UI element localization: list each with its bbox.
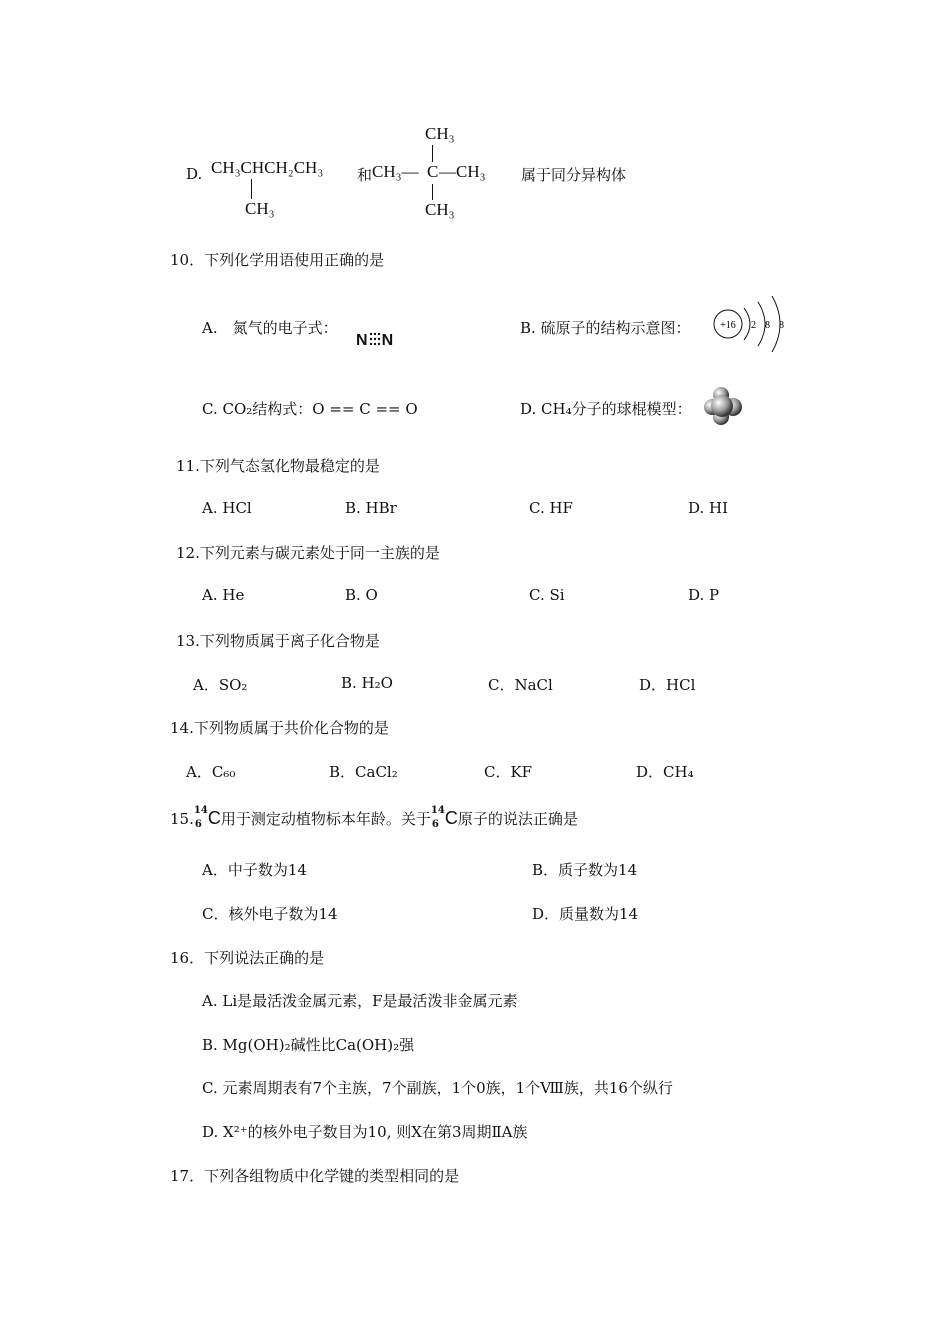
q12-option-d: D. P [688,586,720,604]
q13-option-d: D．HCl [639,676,696,694]
q14-option-a: A．C₆₀ [186,763,236,781]
nitrogen-electron-formula [356,331,393,350]
q13-option-a: A．SO₂ [193,676,248,694]
q11-stem: 11.下列气态氢化物最稳定的是 [176,457,380,475]
nitrogen-atom-right: N [381,332,394,349]
q10-option-d: D. CH₄分子的球棍模型： [520,400,692,418]
q13-option-c: C．NaCl [488,676,553,694]
carbon-symbol-2: C [444,808,458,828]
q13-option-b: B. H₂O [341,674,393,692]
q16-option-c: C. 元素周期表有7个主族，7个副族，1个0族，1个Ⅷ族，共16个纵行 [202,1079,673,1097]
q12-option-b: B. O [345,586,378,604]
carbon14-nuclide-2: 14 6 [430,805,445,830]
carbon-symbol: C [207,808,221,828]
electron-shell-2 [758,302,765,346]
q15-option-a: A．中子数为14 [202,861,307,879]
q10-stem: 10．下列化学用语使用正确的是 [170,251,385,269]
triple-bond-dots [368,331,382,347]
q15-option-d: D．质量数为14 [532,905,639,923]
q15-text-2: 原子的说法正确是 [457,810,578,828]
nitrogen-atom-left: N [356,332,368,349]
electron-shell-1 [744,308,750,340]
molecule2-central-carbon: C [427,162,439,181]
q11-option-d: D. HI [688,499,729,517]
molecule2-left-methyl: CH₃— [372,162,419,181]
shell-3-count: 8 [779,320,784,331]
q16-option-a: A. Li是最活泼金属元素，F是最活泼非金属元素 [202,992,518,1010]
shell-1-count: 2 [751,320,756,331]
molecule1-branch: CH₃ [245,199,275,218]
q14-stem: 14.下列物质属于共价化合物的是 [170,719,389,737]
q12-stem: 12.下列元素与碳元素处于同一主族的是 [176,544,440,562]
q15-stem [170,805,578,830]
q11-option-a: A. HCl [202,499,252,517]
q16-stem: 16．下列说法正确的是 [170,949,325,967]
q15-number: 15. [170,810,194,828]
q16-option-d: D. X²⁺的核外电子数目为10, 则X在第3周期ⅡA族 [202,1123,528,1141]
molecule2-top-methyl: CH₃ [425,124,455,143]
q16-option-b: B. Mg(OH)₂碱性比Ca(OH)₂强 [202,1036,415,1054]
nucleus-charge: +16 [720,320,736,331]
molecule2-right-methyl: —CH₃ [439,162,486,181]
q10-option-a: A. 氮气的电子式： [202,319,338,337]
q11-option-c: C. HF [529,499,573,517]
methane-ball-stick-model [700,386,746,426]
q14-option-c: C．KF [484,763,533,781]
molecule1-main-chain: CH₃CHCH₂CH₃ [211,158,324,177]
q12-option-a: A. He [202,586,245,604]
shell-2-count: 8 [765,320,770,331]
q12-option-c: C. Si [529,586,565,604]
q10-option-b: B. 硫原子的结构示意图： [520,319,691,337]
q9-conclusion: 属于同分异构体 [521,166,627,184]
q14-option-d: D．CH₄ [636,763,694,781]
q15-option-b: B．质子数为14 [532,861,638,879]
sulfur-atom-diagram [708,292,788,356]
molecule2-bottom-bond [432,184,433,200]
connector-and: 和 [357,166,373,184]
q15-text-1: 用于测定动植物标本年龄。关于 [220,810,431,828]
q15-option-c: C．核外电子数为14 [202,905,338,923]
molecule2-top-bond [432,145,433,162]
q11-option-b: B. HBr [345,499,397,517]
molecule2-bottom-methyl: CH₃ [425,200,455,219]
molecule1-branch-bond [251,179,252,199]
q9-option-d-label: D. [186,165,203,183]
q14-option-b: B．CaCl₂ [329,763,398,781]
q13-stem: 13.下列物质属于离子化合物是 [176,632,380,650]
q10-option-c: C. CO₂结构式：O == C == O [202,400,418,418]
carbon14-nuclide: 14 6 [193,805,208,830]
q17-stem: 17．下列各组物质中化学键的类型相同的是 [170,1167,460,1185]
